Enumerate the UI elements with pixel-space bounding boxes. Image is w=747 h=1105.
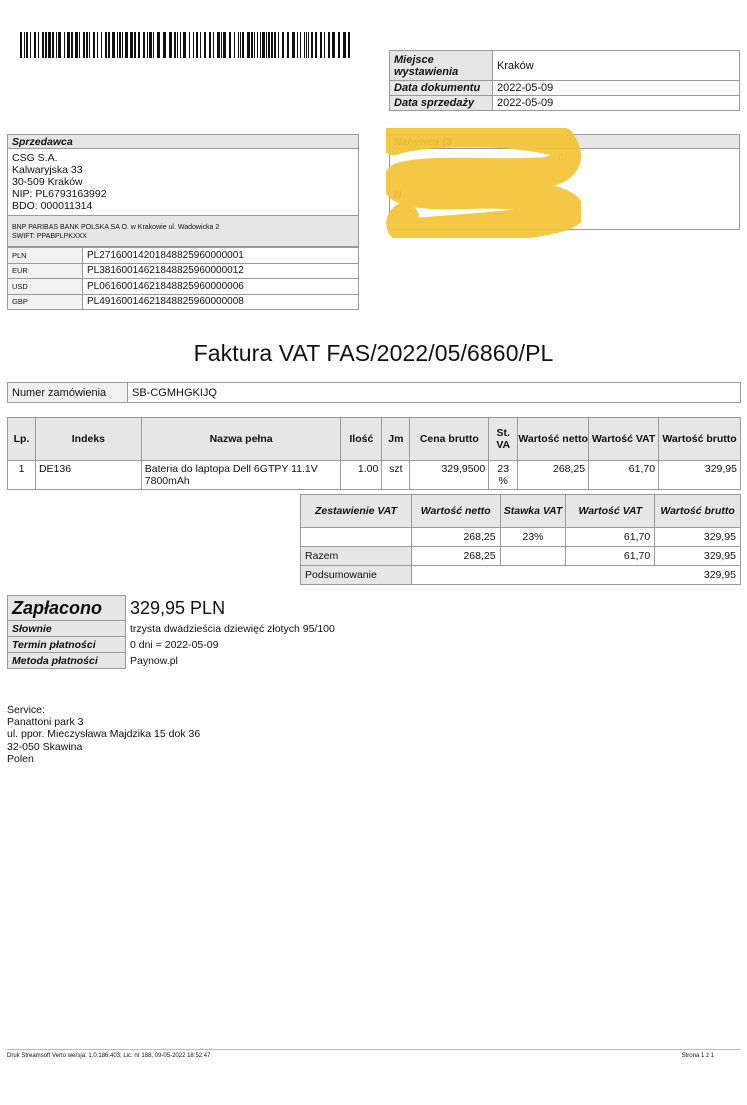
- meta-value: 2022-05-09: [493, 81, 740, 96]
- barcode-bar: [196, 32, 198, 58]
- barcode-bar: [52, 32, 54, 58]
- barcode-bar: [343, 32, 346, 58]
- col-header: Indeks: [35, 418, 141, 461]
- barcode-bar: [268, 32, 270, 58]
- barcode-bar: [130, 32, 133, 58]
- cell-qty: 1.00: [341, 461, 382, 490]
- barcode-bar: [143, 32, 145, 58]
- barcode-bar: [324, 32, 325, 58]
- barcode-bar: [193, 32, 194, 58]
- barcode-bar: [271, 32, 273, 58]
- barcode-bar: [97, 32, 98, 58]
- col-header: St. VA: [489, 418, 518, 461]
- barcode-bar: [138, 32, 140, 58]
- barcode-bar: [20, 32, 22, 58]
- barcode-bar: [308, 32, 309, 58]
- barcode-bar: [311, 32, 313, 58]
- barcode-bar: [240, 32, 241, 58]
- barcode-bar: [30, 32, 31, 58]
- cell-label: Podsumowanie: [301, 566, 412, 585]
- barcode-bar: [315, 32, 317, 58]
- col-header: Wartość netto: [518, 418, 589, 461]
- barcode-bar: [332, 32, 335, 58]
- meta-value: 2022-05-09: [493, 96, 740, 111]
- barcode-bar: [83, 32, 85, 58]
- cell-unit: szt: [382, 461, 410, 490]
- seller-section: [7, 134, 359, 310]
- col-header: Wartość VAT: [589, 418, 659, 461]
- barcode-bar: [287, 32, 289, 58]
- cell-vat-rate: [489, 461, 518, 490]
- items-header-row: [8, 418, 741, 461]
- cell-name-line: Bateria do laptopa Dell 6GTPY 11.1V: [144, 463, 318, 475]
- account-row: [8, 248, 359, 264]
- footer-print-info: Druk Streamsoft Verto wersja: 1.0.186.403; Lic. nr 188, 09-05-2022 18:52:47: [7, 1053, 211, 1059]
- barcode-bar: [48, 32, 51, 58]
- barcode-bar: [217, 32, 220, 58]
- cell-gross: 329,95: [655, 528, 741, 547]
- barcode-bar: [262, 32, 265, 58]
- barcode-bar: [297, 32, 298, 58]
- seller-line: NIP: PL6793163992: [12, 188, 107, 200]
- barcode-bar: [183, 32, 186, 58]
- account-row: [8, 294, 359, 310]
- footer-page-number: Strona 1 z 1: [681, 1053, 714, 1059]
- table-row: [301, 528, 741, 547]
- barcode-bar: [58, 32, 61, 58]
- barcode-bar: [209, 32, 211, 58]
- col-header: Cena brutto: [410, 418, 489, 461]
- table-row: [8, 461, 741, 490]
- service-line: Panattoni park 3: [7, 716, 84, 729]
- barcode-bar: [260, 32, 261, 58]
- buyer-partial-text: N: [394, 189, 402, 201]
- barcode-bar: [213, 32, 214, 58]
- account-currency: EUR: [8, 263, 83, 279]
- account-currency: PLN: [8, 248, 83, 264]
- service-line: 32-050 Skawina: [7, 740, 83, 753]
- barcode-bar: [304, 32, 305, 58]
- bank-name: BNP PARIBAS BANK POLSKA SA O. w Krakowie ul. Wadowicka 2: [12, 224, 220, 231]
- term-value: 0 dni = 2022-05-09: [130, 638, 219, 651]
- barcode-bar: [254, 32, 255, 58]
- cell-vat-rate-line: %: [498, 475, 508, 487]
- barcode-bar: [117, 32, 118, 58]
- seller-line: BDO: 000011314: [12, 200, 93, 212]
- barcode-bar: [64, 32, 65, 58]
- barcode-bar: [251, 32, 253, 58]
- barcode-bar: [79, 32, 80, 58]
- barcode-bar: [242, 32, 244, 58]
- cell-net: 268,25: [411, 547, 500, 566]
- barcode-bar: [320, 32, 322, 58]
- cell-name-line: 7800mAh: [144, 475, 190, 487]
- barcode-bar: [229, 32, 231, 58]
- barcode-bar: [169, 32, 172, 58]
- buyer-heading: Nabywca (3: [389, 134, 740, 149]
- meta-row-sale-date: [390, 96, 740, 111]
- seller-line: 30-509 Kraków: [12, 176, 83, 188]
- meta-label: Data sprzedaży: [390, 96, 493, 111]
- barcode-bar: [153, 32, 154, 58]
- barcode-bar: [108, 32, 110, 58]
- barcode-bar: [93, 32, 95, 58]
- barcode-bar: [75, 32, 78, 58]
- service-line: Polen: [7, 752, 34, 765]
- words-label: Słownie: [8, 621, 126, 637]
- barcode-bar: [292, 32, 295, 58]
- barcode-bar: [278, 32, 279, 58]
- col-header: Zestawienie VAT: [301, 495, 412, 528]
- footer-divider: [7, 1049, 741, 1050]
- items-table: [7, 417, 741, 490]
- vat-summary-table: [300, 494, 741, 585]
- barcode-bar: [189, 32, 190, 58]
- barcode-bar: [328, 32, 330, 58]
- buyer-partial-text: 0: [558, 153, 564, 164]
- meta-value: Kraków: [493, 51, 740, 81]
- order-number-label: Numer zamówienia: [8, 383, 128, 403]
- barcode-bar: [149, 32, 152, 58]
- barcode-bar: [200, 32, 201, 58]
- table-row: [301, 547, 741, 566]
- barcode-bar: [24, 32, 25, 58]
- barcode-bar: [105, 32, 107, 58]
- cell-net: 268,25: [411, 528, 500, 547]
- barcode-bar: [177, 32, 178, 58]
- barcode-bar: [266, 32, 267, 58]
- barcode-bar: [86, 32, 88, 58]
- cell-price: 329,9500: [410, 461, 489, 490]
- cell-gross: 329,95: [655, 547, 741, 566]
- barcode-bar: [42, 32, 44, 58]
- document-meta-table: [389, 50, 740, 111]
- redaction-scribble: [386, 128, 581, 238]
- barcode-bar: [338, 32, 340, 58]
- order-number-value: SB-CGMHGKIJQ: [128, 383, 741, 403]
- service-line: ul. ppor. Mieczysława Majdzika 15 dok 36: [7, 728, 201, 741]
- invoice-title: Faktura VAT FAS/2022/05/6860/PL: [193, 340, 554, 366]
- account-number: PL27160014201848825960000001: [83, 248, 359, 264]
- barcode-bar: [101, 32, 102, 58]
- account-number: PL49160014621848825960000008: [83, 294, 359, 310]
- cell-vat: 61,70: [566, 528, 655, 547]
- account-row: [8, 279, 359, 295]
- method-label: Metoda płatności: [8, 653, 126, 669]
- col-header: Wartość brutto: [659, 418, 741, 461]
- service-line: Service:: [7, 704, 45, 716]
- cell-label: Razem: [301, 547, 412, 566]
- order-number-table: [7, 382, 741, 403]
- vat-header-row: [301, 495, 741, 528]
- barcode-bar: [157, 32, 160, 58]
- cell-index: DE136: [35, 461, 141, 490]
- barcode-bar: [180, 32, 181, 58]
- service-address: [7, 704, 200, 765]
- cell-name: [141, 461, 341, 490]
- barcode-bar: [125, 32, 128, 58]
- barcode-bar: [348, 32, 350, 58]
- cell-vat-rate-line: 23: [497, 463, 510, 475]
- barcode-bar: [306, 32, 307, 58]
- barcode-bar: [163, 32, 166, 58]
- words-value: trzysta dwadzieścia dziewięć złotych 95/100: [130, 622, 335, 635]
- cell-rate: [500, 547, 566, 566]
- account-number: PL38160014621848825960000012: [83, 263, 359, 279]
- barcode-bar: [257, 32, 258, 58]
- barcode-bar: [238, 32, 239, 58]
- bank-info: [7, 216, 359, 247]
- cell-vat: 61,70: [589, 461, 659, 490]
- barcode-bar: [67, 32, 70, 58]
- seller-address: [7, 149, 359, 216]
- barcode-bar: [26, 32, 28, 58]
- col-header: Lp.: [8, 418, 36, 461]
- col-header: Stawka VAT: [500, 495, 566, 528]
- table-row: [301, 566, 741, 585]
- barcode-bar: [89, 32, 90, 58]
- meta-label: Miejsce wystawienia: [390, 51, 493, 81]
- barcode-bar: [221, 32, 222, 58]
- bank-accounts-table: [7, 247, 359, 310]
- cell-gross: 329,95: [411, 566, 740, 585]
- barcode-bar: [71, 32, 73, 58]
- seller-line: Kalwaryjska 33: [12, 164, 83, 176]
- barcode-bar: [119, 32, 121, 58]
- cell-lp: 1: [8, 461, 36, 490]
- bank-swift: SWIFT: PPABPLPKXXX: [12, 233, 87, 240]
- paid-label: Zapłacono: [8, 596, 126, 621]
- cell-vat: 61,70: [566, 547, 655, 566]
- cell-rate: 23%: [500, 528, 566, 547]
- account-currency: GBP: [8, 294, 83, 310]
- barcode-bar: [147, 32, 148, 58]
- meta-row-place: [390, 51, 740, 81]
- barcode-bar: [45, 32, 47, 58]
- term-label: Termin płatności: [8, 637, 126, 653]
- barcode: [20, 32, 355, 58]
- barcode-bar: [56, 32, 57, 58]
- cell-net: 268,25: [518, 461, 589, 490]
- cell-label: [301, 528, 412, 547]
- meta-label: Data dokumentu: [390, 81, 493, 96]
- barcode-bar: [112, 32, 115, 58]
- method-value: Paynow.pl: [130, 654, 178, 667]
- barcode-bar: [300, 32, 301, 58]
- paid-row: [8, 596, 347, 621]
- cell-gross: 329,95: [659, 461, 741, 490]
- col-header: Wartość VAT: [566, 495, 655, 528]
- barcode-bar: [38, 32, 39, 58]
- barcode-bar: [134, 32, 136, 58]
- barcode-bar: [247, 32, 250, 58]
- words-row: [8, 621, 347, 637]
- col-header: Ilość: [341, 418, 382, 461]
- method-row: [8, 653, 347, 669]
- seller-heading: Sprzedawca: [7, 134, 359, 149]
- barcode-bar: [223, 32, 226, 58]
- barcode-bar: [122, 32, 123, 58]
- paid-value: 329,95 PLN: [130, 597, 226, 618]
- barcode-bar: [234, 32, 235, 58]
- barcode-bar: [174, 32, 176, 58]
- col-header: Wartość netto: [411, 495, 500, 528]
- barcode-bar: [34, 32, 36, 58]
- col-header: Jm: [382, 418, 410, 461]
- account-number: PL06160014621848825960000006: [83, 279, 359, 295]
- meta-row-doc-date: [390, 81, 740, 96]
- barcode-bar: [204, 32, 206, 58]
- account-row: [8, 263, 359, 279]
- seller-line: CSG S.A.: [12, 152, 58, 164]
- barcode-bar: [274, 32, 276, 58]
- col-header: Wartość brutto: [655, 495, 741, 528]
- col-header: Nazwa pełna: [141, 418, 341, 461]
- account-currency: USD: [8, 279, 83, 295]
- payment-table: [7, 595, 347, 669]
- barcode-bar: [282, 32, 284, 58]
- term-row: [8, 637, 347, 653]
